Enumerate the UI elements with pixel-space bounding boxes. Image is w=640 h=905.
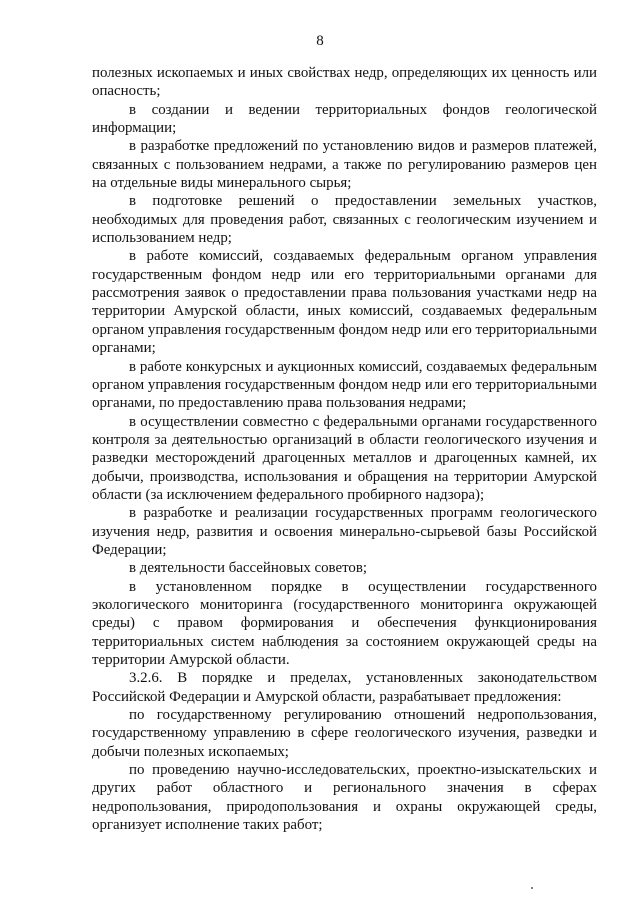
paragraph: в установленном порядке в осуществлении государственного экологического мониторинга (государственного мониторинга окружающей среды) с правом формирования и обеспечения функционирования территориальных систем наблюдения за состоянием окружающей среды на территории Амурской области.	[92, 578, 597, 668]
paragraph: в работе конкурсных и аукционных комиссий, создаваемых федеральным органом управления государственным фондом недр или его территориальными органами, по предоставлению права пользования недрами;	[92, 358, 597, 412]
paragraph: в деятельности бассейновых советов;	[129, 560, 368, 577]
paragraph: полезных ископаемых и иных свойствах недр, определяющих их ценность или опасность;	[92, 65, 597, 100]
paragraph: по государственному регулированию отношений недропользования, государственному управлению в сфере геологического изучения, разведки и добычи полезных ископаемых;	[92, 707, 597, 760]
document-body	[92, 64, 597, 834]
paragraph: в разработке предложений по установлению видов и размеров платежей, связанных с пользованием недрами, а также по регулированию размеров цен на отдельные виды минерального сырья;	[92, 138, 597, 192]
scan-speck	[531, 887, 533, 889]
paragraph: в осуществлении совместно с федеральными органами государственного контроля за деятельностью организаций в области геологического изучения и разведки месторождений драгоценных металлов и драгоценных камней, их добычи, производства, использования и обращения на территории Амурской области (за исключением федерального пробирного надзора);	[92, 413, 597, 503]
paragraph: в работе комиссий, создаваемых федеральным органом управления государственным фондом недр или его территориальными органами для рассмотрения заявок о предоставлении права пользования участками недр на территории Амурской области, иных комиссий, создаваемых федеральным органом управления государственным фондом недр или его территориальными органами;	[92, 248, 597, 357]
paragraph: 3.2.6. В порядке и пределах, установленных законодательством Российской Федерации и Амурской области, разрабатывает предложения:	[92, 670, 597, 705]
page-number: 8	[316, 33, 324, 49]
paragraph: в создании и ведении территориальных фондов геологической информации;	[92, 101, 597, 137]
paragraph: в разработке и реализации государственных программ геологического изучения недр, развития и освоения минерально-сырьевой базы Российской Федерации;	[92, 505, 597, 558]
paragraph: в подготовке решений о предоставлении земельных участков, необходимых для проведения работ, связанных с геологическим изучением и использованием недр;	[92, 193, 597, 247]
paragraph: по проведению научно-исследовательских, проектно-изыскательских и других работ областного и регионального значения в сферах недропользования, природопользования и охраны окружающей среды, организует исполнение таких работ;	[92, 762, 597, 834]
